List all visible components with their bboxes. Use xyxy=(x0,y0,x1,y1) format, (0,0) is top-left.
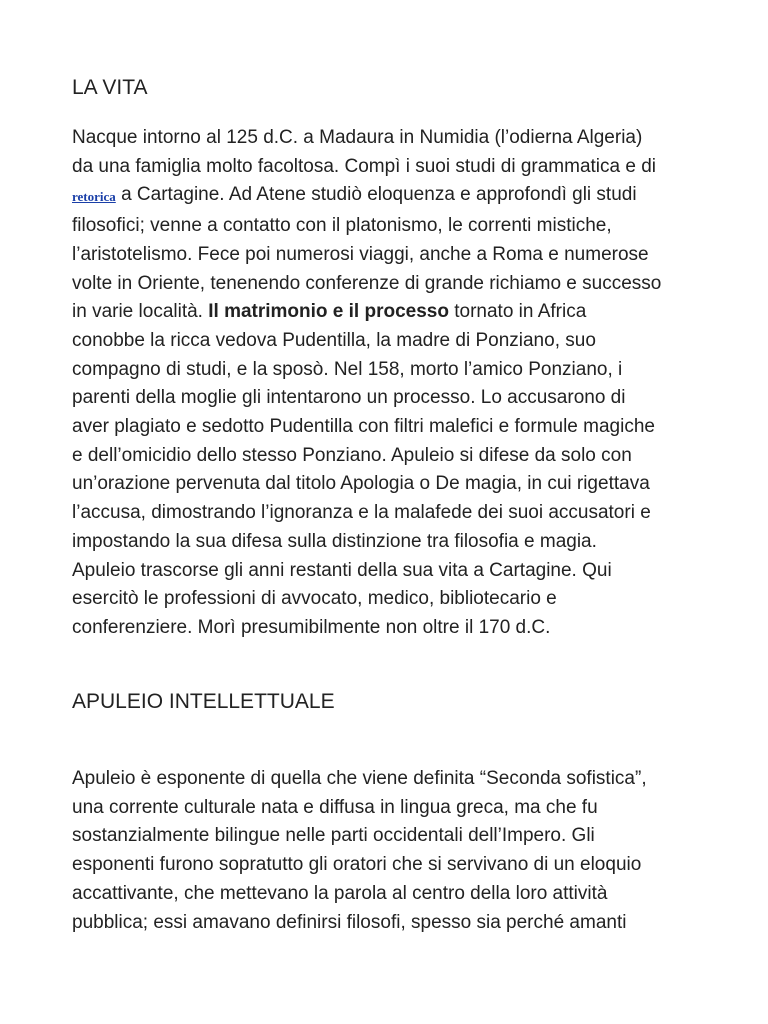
text-line: Apuleio è esponente di quella che viene definita “Seconda sofistica”, xyxy=(72,768,647,789)
text-line: filosofici; venne a contatto con il platonismo, le correnti mistiche, xyxy=(72,215,612,237)
text-line: l’aristotelismo. Fece poi numerosi viaggi, anche a Roma e numerose xyxy=(72,243,649,265)
text-line: da una famiglia molto facoltosa. Compì i suoi studi di grammatica e di xyxy=(72,155,656,177)
text-line: parenti della moglie gli intentarono un processo. Lo accusarono di xyxy=(72,387,626,409)
section-heading-la-vita: LA VITA xyxy=(72,76,148,99)
text-line: conobbe la ricca vedova Pudentilla, la madre di Ponziano, suo xyxy=(72,329,596,351)
retorica-link[interactable]: retorica xyxy=(72,189,116,205)
paragraph-la-vita xyxy=(72,124,712,643)
section-heading-apuleio-intellettuale: APULEIO INTELLETTUALE xyxy=(72,690,335,713)
text-segment: tornato in Africa xyxy=(448,301,587,323)
text-line: esponenti furono sopratutto gli oratori che si servivano di un eloquio xyxy=(72,854,642,876)
inline-subheading-matrimonio: Il matrimonio e il processo xyxy=(208,301,449,323)
text-line: impostando la sua difesa sulla distinzione tra filosofia e magia. xyxy=(72,530,597,552)
text-line: e dell’omicidio dello stesso Ponziano. Apuleio si difese da solo con xyxy=(72,444,632,466)
text-line: l’accusa, dimostrando l’ignoranza e la malafede dei suoi accusatori e xyxy=(72,502,651,524)
text-line: volte in Oriente, tenenendo conferenze di grande richiamo e successo xyxy=(72,272,662,294)
text-segment: a Cartagine. Ad Atene studiò eloquenza e approfondì gli studi xyxy=(115,184,637,206)
text-line: pubblica; essi amavano definirsi filosofi, spesso sia perché amanti xyxy=(72,911,627,933)
text-line: aver plagiato e sedotto Pudentilla con filtri malefici e formule magiche xyxy=(72,416,655,438)
text-line: Nacque intorno al 125 d.C. a Madaura in Numidia (l’odierna Algeria) xyxy=(72,127,643,148)
paragraph-apuleio-intellettuale xyxy=(72,765,712,937)
text-line: esercitò le professioni di avvocato, medico, bibliotecario e xyxy=(72,588,557,610)
text-line: una corrente culturale nata e diffusa in lingua greca, ma che fu xyxy=(72,796,598,818)
text-line xyxy=(72,181,712,212)
text-line: un’orazione pervenuta dal titolo Apologia o De magia, in cui rigettava xyxy=(72,473,650,495)
text-line: Apuleio trascorse gli anni restanti della sua vita a Cartagine. Qui xyxy=(72,559,612,581)
text-line: compagno di studi, e la sposò. Nel 158, morto l’amico Ponziano, i xyxy=(72,358,623,380)
text-line xyxy=(72,298,712,327)
text-line: sostanzialmente bilingue nelle parti occidentali dell’Impero. Gli xyxy=(72,825,595,847)
text-line: accattivante, che mettevano la parola al centro della loro attività xyxy=(72,882,608,904)
text-segment: in varie località. xyxy=(72,301,209,323)
text-line: conferenziere. Morì presumibilmente non oltre il 170 d.C. xyxy=(72,616,551,638)
